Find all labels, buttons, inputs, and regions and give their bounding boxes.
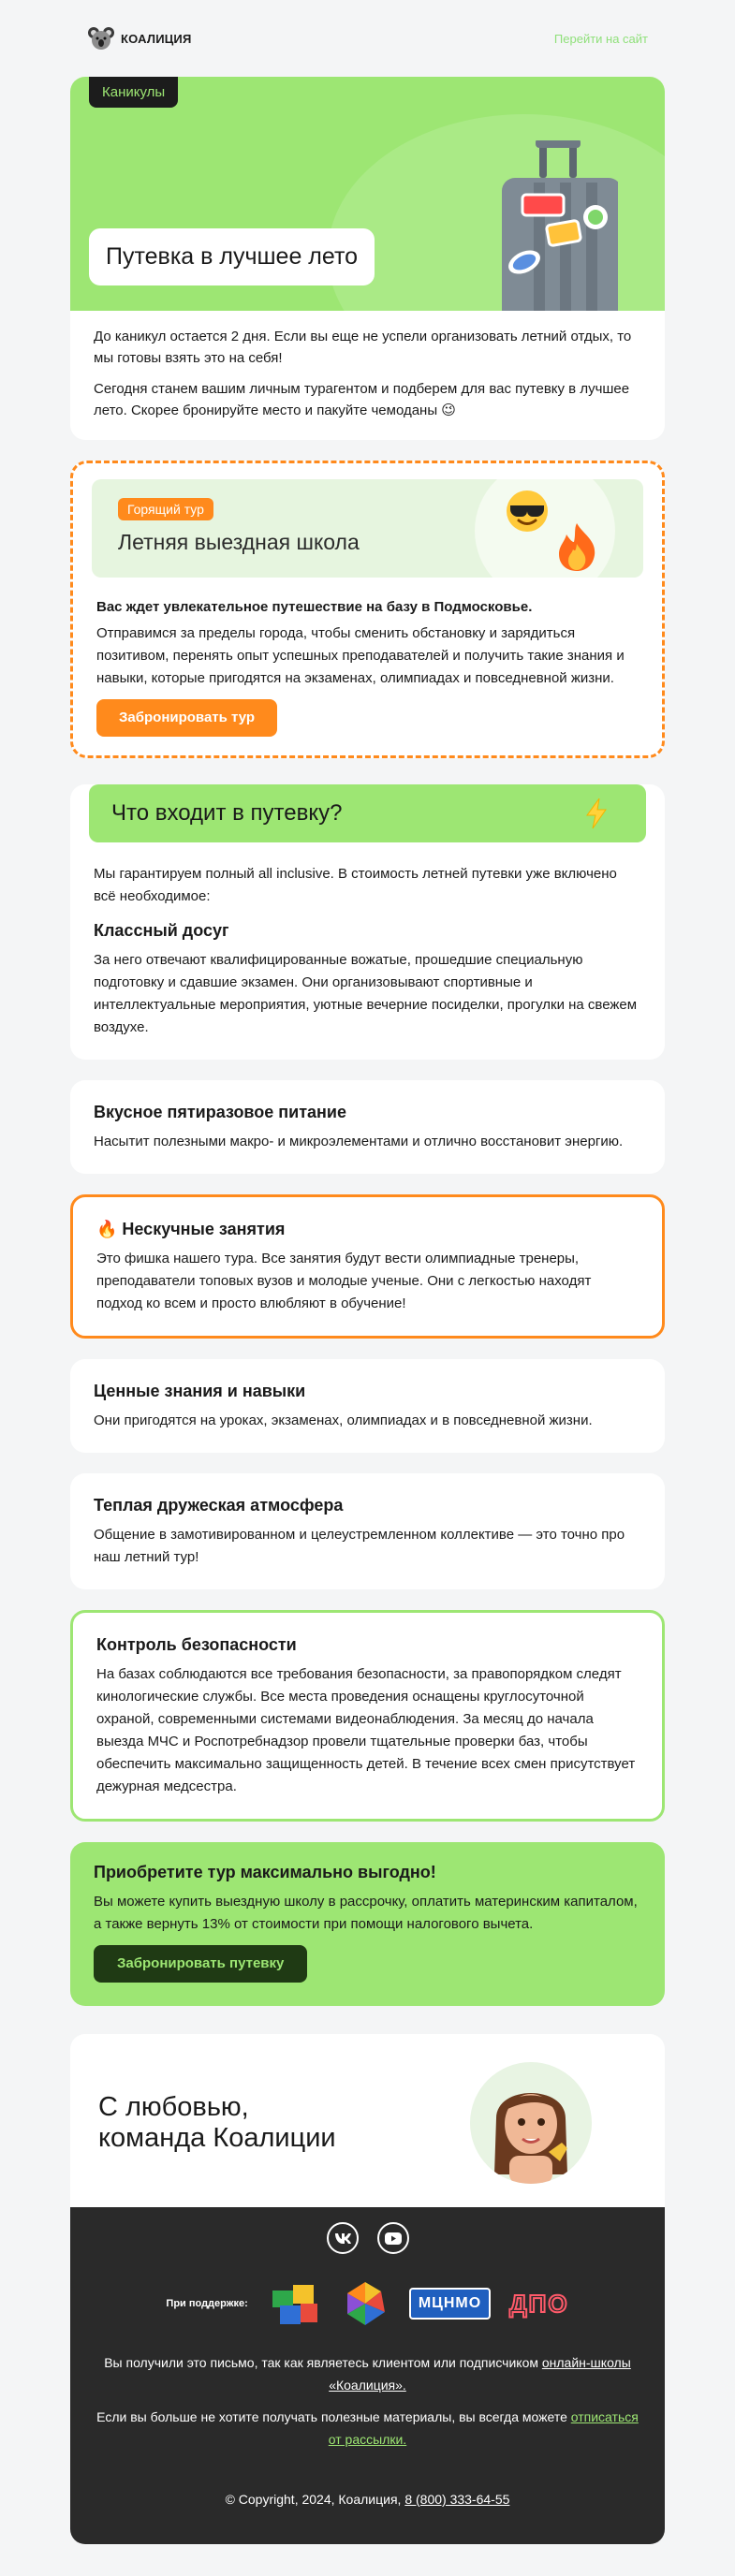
hot-tour-banner	[92, 479, 643, 578]
included-body	[70, 842, 665, 1060]
hero-title: Путевка в лучшее лето	[89, 228, 375, 285]
section-text: На базах соблюдаются все требования безопасности, за правопорядком следят кинологические службы. Все места проведения оснащены круглосуточной охраной, современными системами видеонаблюдения. За месяц до начала выезда МЧС и Роспотребнадзор провели тщательные проверки баз, чтобы обеспечить максимально защищенность детей. В течение всех смен присутствует дежурная медсестра.	[96, 1666, 636, 1794]
unsubscribe-note	[89, 2406, 646, 2451]
partners-row	[89, 2278, 646, 2329]
phone-link[interactable]: 8 (800) 333-64-55	[404, 2492, 510, 2507]
hot-tour-description: Отправимся за пределы города, чтобы сменить обстановку и зарядиться позитивом, перенять опыт успешных преподавателей и получить такие знания и навыки, которые пригодятся на экзаменах, олимпиадах и повседневной жизни.	[96, 625, 625, 686]
section-heading: Теплая дружеская атмосфера	[94, 1496, 344, 1515]
promo-heading: Приобретите тур максимально выгодно!	[94, 1863, 436, 1881]
hero-paragraph-2: Сегодня станем вашим личным турагентом и подберем для вас путевку в лучшее лето. Скорее бронируйте место и пакуйте чемоданы 😉	[94, 381, 630, 418]
visit-site-link[interactable]: Перейти на сайт	[553, 31, 648, 46]
section-text: Они пригодятся на уроках, экзаменах, олимпиадах и в повседневной жизни.	[94, 1412, 593, 1428]
girl-avatar-icon	[470, 2062, 592, 2184]
signoff-line-2: команда Коалиции	[98, 2123, 336, 2153]
email-footer	[70, 2207, 665, 2544]
subscription-note-text: Вы получили это письмо, так как являетесь клиентом или подписчиком	[104, 2355, 542, 2370]
school-link[interactable]: онлайн-школы «Коалиция».	[329, 2355, 631, 2393]
email-header	[70, 0, 665, 77]
section-safety	[70, 1610, 665, 1822]
hot-tour-text	[92, 578, 643, 737]
book-trip-button[interactable]: Забронировать путевку	[94, 1945, 307, 1983]
section-text: Это фишка нашего тура. Все занятия будут вести олимпиадные тренеры, преподаватели топовых вузов и молодые ученые. Они с легкостью находят подход ко всем и просто влюбляют в обучение!	[96, 1251, 592, 1311]
social-links	[89, 2222, 646, 2254]
lightning-icon	[584, 798, 609, 829]
category-tag: Каникулы	[89, 77, 178, 108]
included-intro: Мы гарантируем полный all inclusive. В стоимость летней путевки уже включено всё необходимое:	[94, 866, 617, 904]
promo-card	[70, 1842, 665, 2006]
signoff-text	[98, 2092, 336, 2154]
included-card	[70, 784, 665, 1060]
unsubscribe-link[interactable]: отписаться от рассылки.	[328, 2409, 639, 2447]
leisure-heading: Классный досуг	[94, 921, 229, 940]
hot-tour-lead: Вас ждет увлекательное путешествие на базу в Подмосковье.	[96, 599, 533, 615]
partner-name-3: МЦНМО	[418, 2295, 482, 2311]
logo-text: КОАЛИЦИЯ	[121, 31, 192, 46]
youtube-icon[interactable]	[377, 2222, 409, 2254]
cool-face-emoji-icon	[505, 489, 550, 534]
fire-emoji-icon	[555, 521, 598, 572]
included-title: Что входит в путевку?	[111, 800, 343, 826]
section-heading: Вкусное пятиразовое питание	[94, 1103, 346, 1121]
hot-tour-card	[70, 461, 665, 758]
partner-logo-dpo	[509, 2290, 568, 2319]
section-text: Общение в замотивированном и целеустремленном коллективе — это точно про наш летний тур!	[94, 1527, 625, 1565]
unsubscribe-note-text: Если вы больше не хотите получать полезные материалы, вы всегда можете	[96, 2409, 571, 2424]
email-container	[70, 0, 665, 2544]
koala-logo-icon	[87, 24, 115, 52]
promo-text: Вы можете купить выездную школу в рассрочку, оплатить материнским капиталом, а также вернуть 13% от стоимости при помощи налогового вычета.	[94, 1894, 638, 1932]
section-knowledge	[70, 1359, 665, 1453]
signoff-block	[70, 2034, 665, 2207]
hero-card	[70, 77, 665, 440]
signoff-line-1: С любовью,	[98, 2092, 249, 2122]
subscription-note	[89, 2351, 646, 2396]
partner-logo-mcnmo	[409, 2288, 491, 2320]
copyright-text: © Copyright, 2024, Коалиция,	[225, 2492, 405, 2507]
hot-tour-tag: Горящий тур	[118, 498, 213, 520]
hot-tour-title: Летняя выездная школа	[118, 530, 360, 554]
leisure-text: За него отвечают квалифицированные вожатые, прошедшие специальную подготовку и сдавшие экзамен. Они организовывают спортивные и интеллектуальные мероприятия, уютные вечерние посиделки, прогулки на свежем воздухе.	[94, 952, 638, 1035]
hero-banner	[70, 77, 665, 311]
partner-logo-cube-icon	[269, 2281, 321, 2326]
vk-icon[interactable]	[327, 2222, 359, 2254]
section-text: Насытит полезными макро- и микроэлементами и отлично восстановит энергию.	[94, 1134, 624, 1149]
hero-text	[70, 311, 665, 440]
book-tour-button[interactable]: Забронировать тур	[96, 699, 277, 737]
section-heading: 🔥 Нескучные занятия	[96, 1220, 286, 1238]
partner-name-4: ДПО	[509, 2289, 569, 2318]
section-food	[70, 1080, 665, 1174]
avatar	[470, 2062, 592, 2184]
copyright	[89, 2492, 646, 2507]
support-label: При поддержке:	[166, 2298, 248, 2309]
section-atmosphere	[70, 1473, 665, 1589]
logo[interactable]	[87, 24, 192, 52]
suitcase-icon	[487, 140, 618, 311]
included-header	[89, 784, 646, 842]
hero-paragraph-1: До каникул остается 2 дня. Если вы еще не успели организовать летний отдых, то мы готовы взять это на себя!	[94, 329, 632, 366]
section-classes	[70, 1194, 665, 1339]
section-heading: Ценные знания и навыки	[94, 1382, 306, 1400]
section-heading: Контроль безопасности	[96, 1635, 297, 1654]
partner-logo-flower-icon	[340, 2278, 390, 2329]
